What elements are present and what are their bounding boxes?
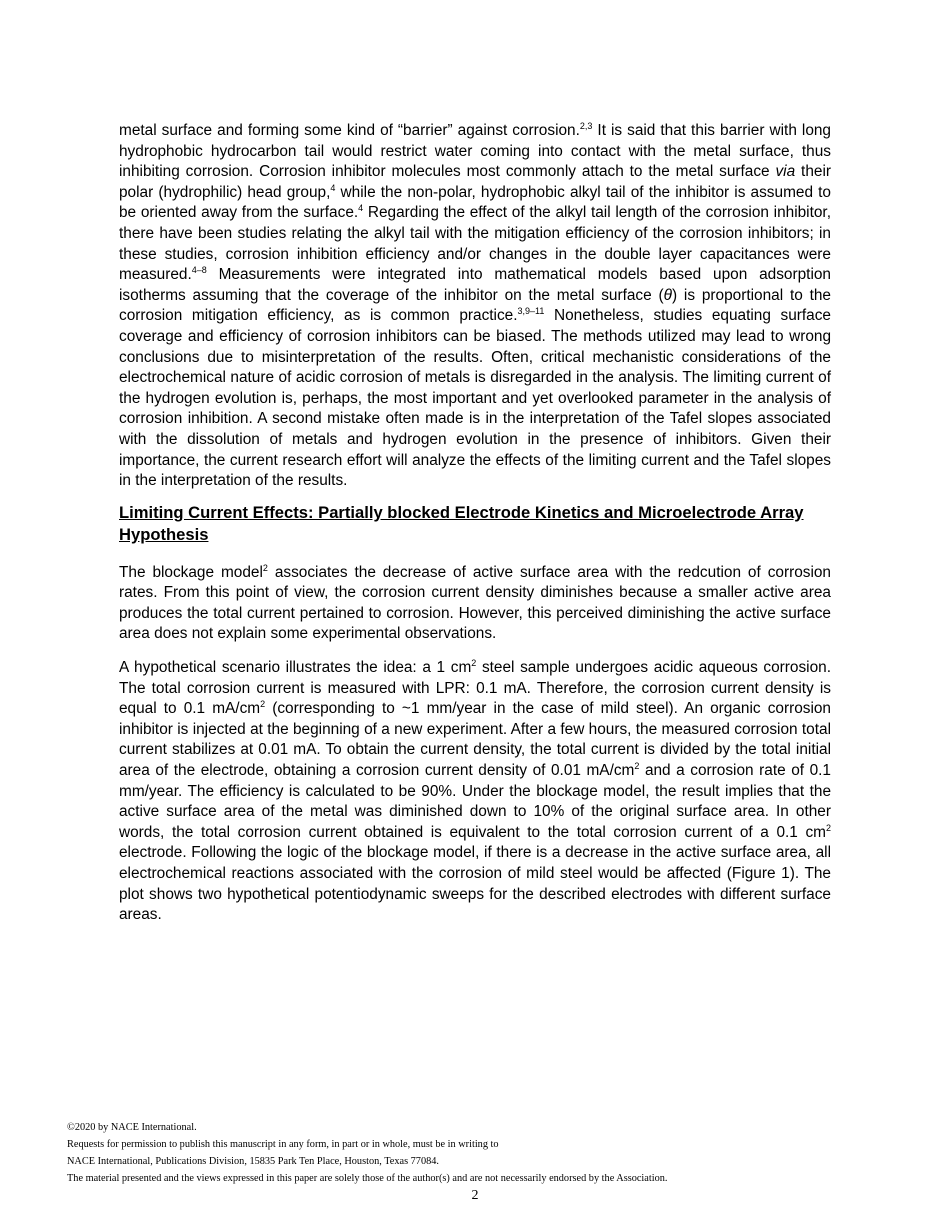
footer-permission-line: Requests for permission to publish this manuscript in any form, in part or in whole, must be in writing to <box>67 1139 499 1150</box>
paragraph-hypothetical-scenario: A hypothetical scenario illustrates the idea: a 1 $cm^2$ steel sample undergoes acidic aqueous corrosion. The total corrosion current is measured with LPR: 0.1 mA. Therefore, the corrosion current density is equal to 0.1 $mA/cm^2$ (corresponding to ~1 mm/year in the case of mild steel). An organic corrosion inhibitor is injected at the beginning of a new experiment. After a few hours, the measured corrosion total current stabilizes at 0.01 mA. To obtain the current density, the total current is divided by the total initial area of the electrode, obtaining a corrosion current density of 0.01 $mA/cm^2$ and a corrosion rate of 0.1 mm/year. The efficiency is calculated to be 90%. Under the blockage model, the result implies that the active surface area of the metal was diminished down to 10% of the original surface area. In other words, the total corrosion current obtained is equivalent to the total corrosion current of a 0.1 $cm^2$ electrode. Following the logic of the blockage model, if there is a decrease in the active surface area, all electrochemical reactions associated with the corrosion of mild steel would be affected (Figure 1). The plot shows two hypothetical potentiodynamic sweeps for the described electrodes with different surface areas. <box>119 657 831 924</box>
citation-superscript: 4 <box>358 203 364 214</box>
footer-disclaimer-line: The material presented and the views expressed in this paper are solely those of the author(s) and are not necessarily endorsed by the Association. <box>67 1173 668 1184</box>
citation-superscript: 2 <box>825 822 831 833</box>
citation-superscript: 2 <box>471 657 477 668</box>
body-text <box>119 121 831 926</box>
italic-term: via <box>775 163 796 181</box>
page-number: 2 <box>471 1188 479 1203</box>
paragraph-barrier-intro: metal surface and forming some kind of “barrier” against corrosion.$^{2,3}$ It is said that this barrier with long hydrophobic hydrocarbon tail would restrict water coming into contact with the metal surface, thus inhibiting corrosion. Corrosion inhibitor molecules most commonly attach to the metal surface via their polar (hydrophilic) head group,$^4$ while the non-polar, hydrophobic alkyl tail of the inhibitor is assumed to be oriented away from the surface.$^4$ Regarding the effect of the alkyl tail length of the corrosion inhibitor, there have been studies relating the alkyl tail with the mitigation efficiency of the corrosion inhibitors; in these studies, corrosion inhibition efficiency and/or changes in the double layer capacitances were measured.$^{4-8}$ Measurements were integrated into mathematical models based upon adsorption isotherms assuming that the coverage of the inhibitor on the metal surface (θ) is proportional to the corrosion mitigation efficiency, as is common practice.$^{3,9-11}$ Nonetheless, studies equating surface coverage and efficiency of corrosion inhibitors can be biased. The methods utilized may lead to wrong conclusions due to misinterpretation of the results. Often, critical mechanistic considerations of the electrochemical nature of acidic corrosion of metals is disregarded in the analysis. The limiting current of the hydrogen evolution is, perhaps, the most important and yet overlooked parameter in the analysis of corrosion inhibition. A second mistake often made is in the interpretation of the Tafel slopes associated with the dissolution of metals and hydrogen evolution in the presence of inhibitors. Given their importance, the current research effort will analyze the effects of the limiting current and the Tafel slopes in the interpretation of the results. <box>119 120 831 490</box>
citation-superscript: 2 <box>262 562 268 573</box>
citation-superscript: 4–8 <box>191 265 207 276</box>
footer <box>67 1119 897 1187</box>
footer-address-line: NACE International, Publications Division, 15835 Park Ten Place, Houston, Texas 77084. <box>67 1156 439 1167</box>
citation-superscript: 2,3 <box>579 120 593 131</box>
citation-superscript: 3,9–11 <box>517 306 545 317</box>
citation-superscript: 2 <box>634 760 640 771</box>
section-heading: Limiting Current Effects: Partially blocked Electrode Kinetics and Microelectrode Array Hypothesis <box>119 502 804 544</box>
italic-term: θ <box>663 286 672 304</box>
footer-copyright: ©2020 by NACE International. <box>67 1122 197 1133</box>
citation-superscript: 4 <box>330 182 336 193</box>
citation-superscript: 2 <box>260 699 266 710</box>
paragraph-blockage-model: The blockage model$^2$ associates the decrease of active surface area with the redcution of corrosion rates. From this point of view, the corrosion current density diminishes because a smaller active area produces the total current pertained to corrosion. However, this perceived diminishing the active surface area does not explain some experimental observations. <box>119 562 831 643</box>
